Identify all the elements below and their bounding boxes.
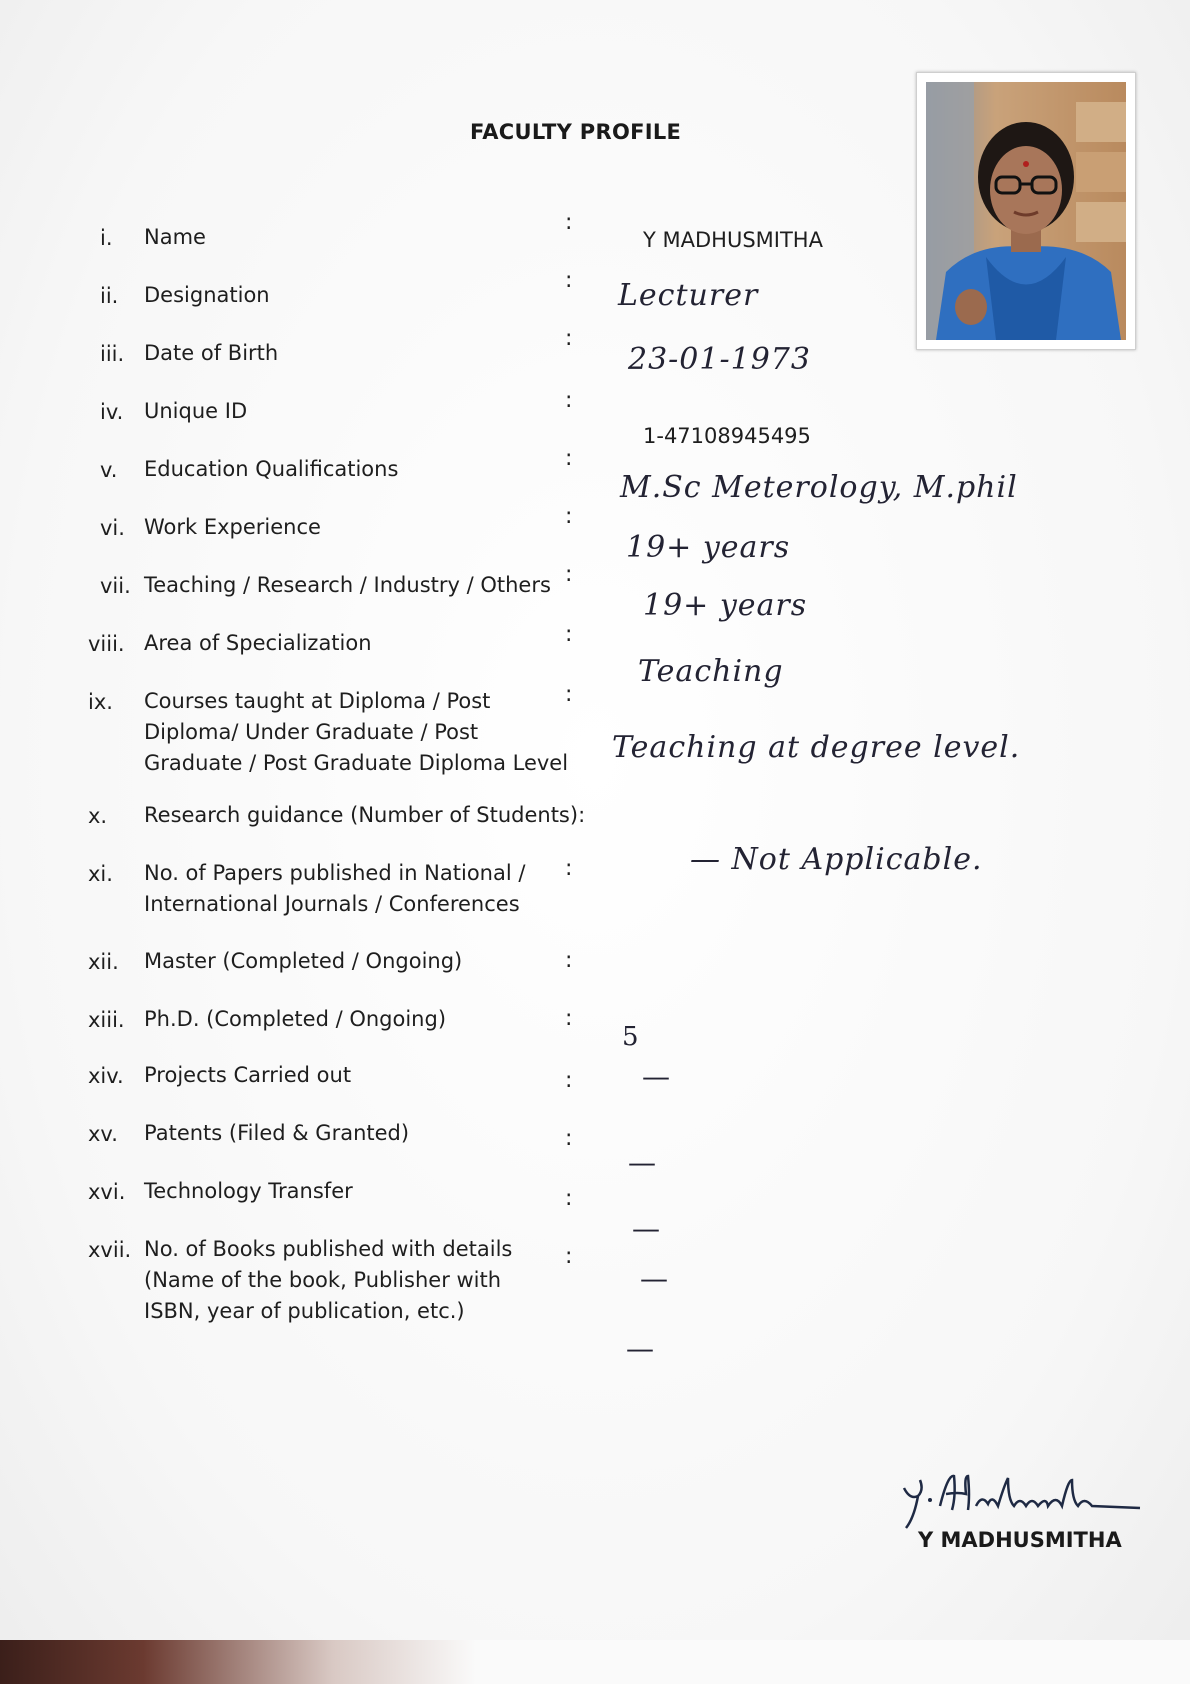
master-value: 5 — [622, 1022, 639, 1052]
field-label: Research guidance (Number of Students): — [144, 803, 586, 827]
work-experience-value: 19+ years — [626, 530, 791, 565]
technology-transfer-value: — — [640, 1262, 668, 1295]
field-colon: : — [565, 562, 573, 587]
projects-value: — — [628, 1146, 656, 1179]
signatory-name: Y MADHUSMITHA — [918, 1528, 1122, 1552]
field-label: Education Qualifications — [144, 457, 399, 481]
field-label: Name — [144, 225, 206, 249]
field-number: xvi. — [88, 1180, 126, 1204]
dob-value: 23-01-1973 — [628, 342, 811, 377]
field-colon: : — [565, 1126, 573, 1151]
field-label-line: No. of Papers published in National / — [144, 861, 526, 885]
research-guidance-value: — Not Applicable. — [690, 842, 983, 877]
field-number: ix. — [88, 690, 113, 714]
field-colon: : — [565, 1244, 573, 1269]
field-colon: : — [565, 682, 573, 707]
field-colon: : — [565, 1068, 573, 1093]
field-label: Technology Transfer — [144, 1179, 353, 1203]
field-colon: : — [565, 856, 573, 881]
handwritten-signature — [896, 1466, 1146, 1536]
field-colon: : — [565, 504, 573, 529]
education-value: M.Sc Meterology, M.phil — [620, 470, 1018, 505]
field-label: Patents (Filed & Granted) — [144, 1121, 410, 1145]
field-number: xvii. — [88, 1238, 132, 1262]
field-number: ii. — [100, 284, 119, 308]
field-number: iii. — [100, 342, 125, 366]
field-number: i. — [100, 226, 113, 250]
document-title: FACULTY PROFILE — [470, 120, 682, 144]
field-number: xv. — [88, 1122, 118, 1146]
specialization-value: Teaching — [638, 654, 784, 689]
field-label: Master (Completed / Ongoing) — [144, 949, 463, 973]
field-number: xiii. — [88, 1008, 125, 1032]
field-colon: : — [565, 1006, 573, 1031]
field-colon: : — [565, 210, 573, 235]
field-label-line: Courses taught at Diploma / Post — [144, 689, 491, 713]
field-number: v. — [100, 458, 118, 482]
field-colon: : — [565, 1186, 573, 1211]
field-label: Designation — [144, 283, 270, 307]
field-label — [144, 686, 568, 779]
field-number: xiv. — [88, 1064, 124, 1088]
field-number: iv. — [100, 400, 124, 424]
field-label-line: International Journals / Conferences — [144, 892, 520, 916]
field-label: Area of Specialization — [144, 631, 372, 655]
field-number: viii. — [88, 632, 125, 656]
field-colon: : — [565, 948, 573, 973]
field-label: Unique ID — [144, 399, 248, 423]
field-number: vi. — [100, 516, 125, 540]
field-label: Date of Birth — [144, 341, 279, 365]
name-value: Y MADHUSMITHA — [643, 228, 823, 252]
patents-value: — — [632, 1212, 660, 1245]
field-label — [144, 1234, 512, 1327]
field-colon: : — [565, 268, 573, 293]
field-number: xi. — [88, 862, 113, 886]
field-label-line: (Name of the book, Publisher with — [144, 1268, 502, 1292]
field-number: x. — [88, 804, 108, 828]
field-colon: : — [565, 622, 573, 647]
courses-value: Teaching at degree level. — [612, 730, 1021, 765]
field-number: xii. — [88, 950, 119, 974]
field-colon: : — [565, 388, 573, 413]
field-colon: : — [565, 446, 573, 471]
books-value: — — [626, 1332, 654, 1365]
designation-value: Lecturer — [618, 278, 759, 313]
phd-value: — — [642, 1060, 670, 1093]
field-label: Work Experience — [144, 515, 321, 539]
field-label — [144, 858, 525, 920]
field-label-line: Graduate / Post Graduate Diploma Level — [144, 751, 569, 775]
scan-bottom-edge — [0, 1640, 1190, 1684]
field-label-line: ISBN, year of publication, etc.) — [144, 1299, 465, 1323]
field-label-line: No. of Books published with details — [144, 1237, 513, 1261]
field-label: Teaching / Research / Industry / Others — [144, 573, 551, 597]
field-label: Ph.D. (Completed / Ongoing) — [144, 1007, 447, 1031]
field-colon: : — [565, 326, 573, 351]
unique-id-value: 1-47108945495 — [643, 424, 811, 448]
field-number: vii. — [100, 574, 131, 598]
portrait-image — [926, 82, 1126, 340]
profile-photo — [916, 72, 1136, 350]
teaching-experience-value: 19+ years — [643, 588, 808, 623]
field-label: Projects Carried out — [144, 1063, 352, 1087]
field-label-line: Diploma/ Under Graduate / Post — [144, 720, 479, 744]
